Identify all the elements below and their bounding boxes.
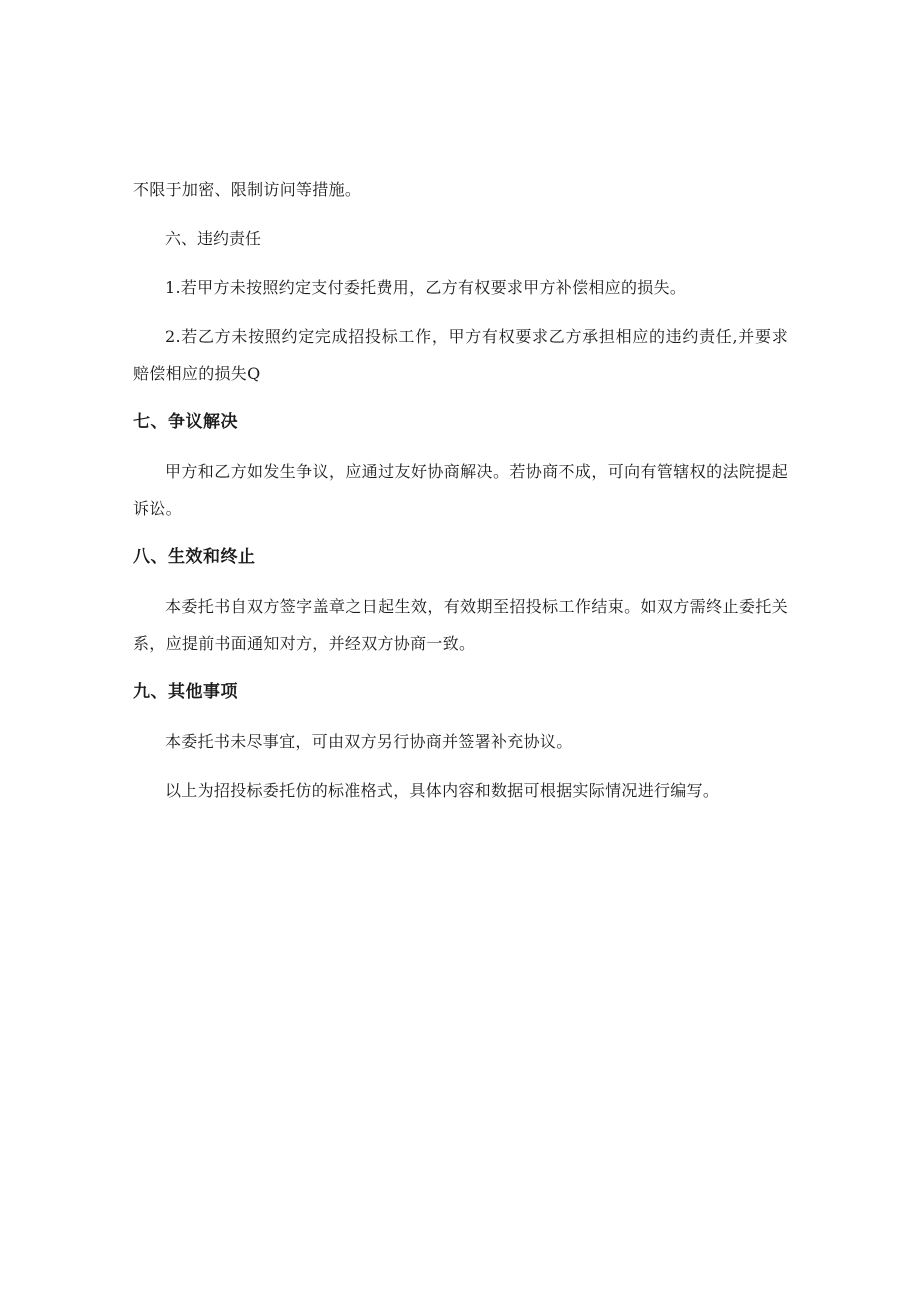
- section-6-item-1: 1.若甲方未按照约定支付委托费用，乙方有权要求甲方补偿相应的损失。: [165, 278, 687, 297]
- section-8-title: 八、生效和终止: [133, 547, 256, 567]
- section-9-title: 九、其他事项: [133, 682, 238, 702]
- section-6-item-2: 2.若乙方未按照约定完成招投标工作，甲方有权要求乙方承担相应的违约责任,并要求赔偿相应的损失Q: [133, 327, 788, 383]
- section-7-title: 七、争议解决: [133, 412, 238, 432]
- closing-paragraph: 以上为招投标委托仿的标准格式，具体内容和数据可根据实际情况进行编写。: [165, 781, 720, 800]
- document-body: [133, 171, 788, 821]
- section-6-title: 六、违约责任: [165, 229, 262, 248]
- continued-paragraph: 不限于加密、限制访问等措施。: [133, 180, 362, 199]
- section-8-body: 本委托书自双方签字盖章之日起生效，有效期至招投标工作结束。如双方需终止委托关系，应提前书面通知对方，并经双方协商一致。: [133, 597, 788, 653]
- section-9-body: 本委托书未尽事宜，可由双方另行协商并签署补充协议。: [165, 732, 573, 751]
- section-7-body: 甲方和乙方如发生争议，应通过友好协商解决。若协商不成，可向有管辖权的法院提起诉讼。: [133, 462, 788, 518]
